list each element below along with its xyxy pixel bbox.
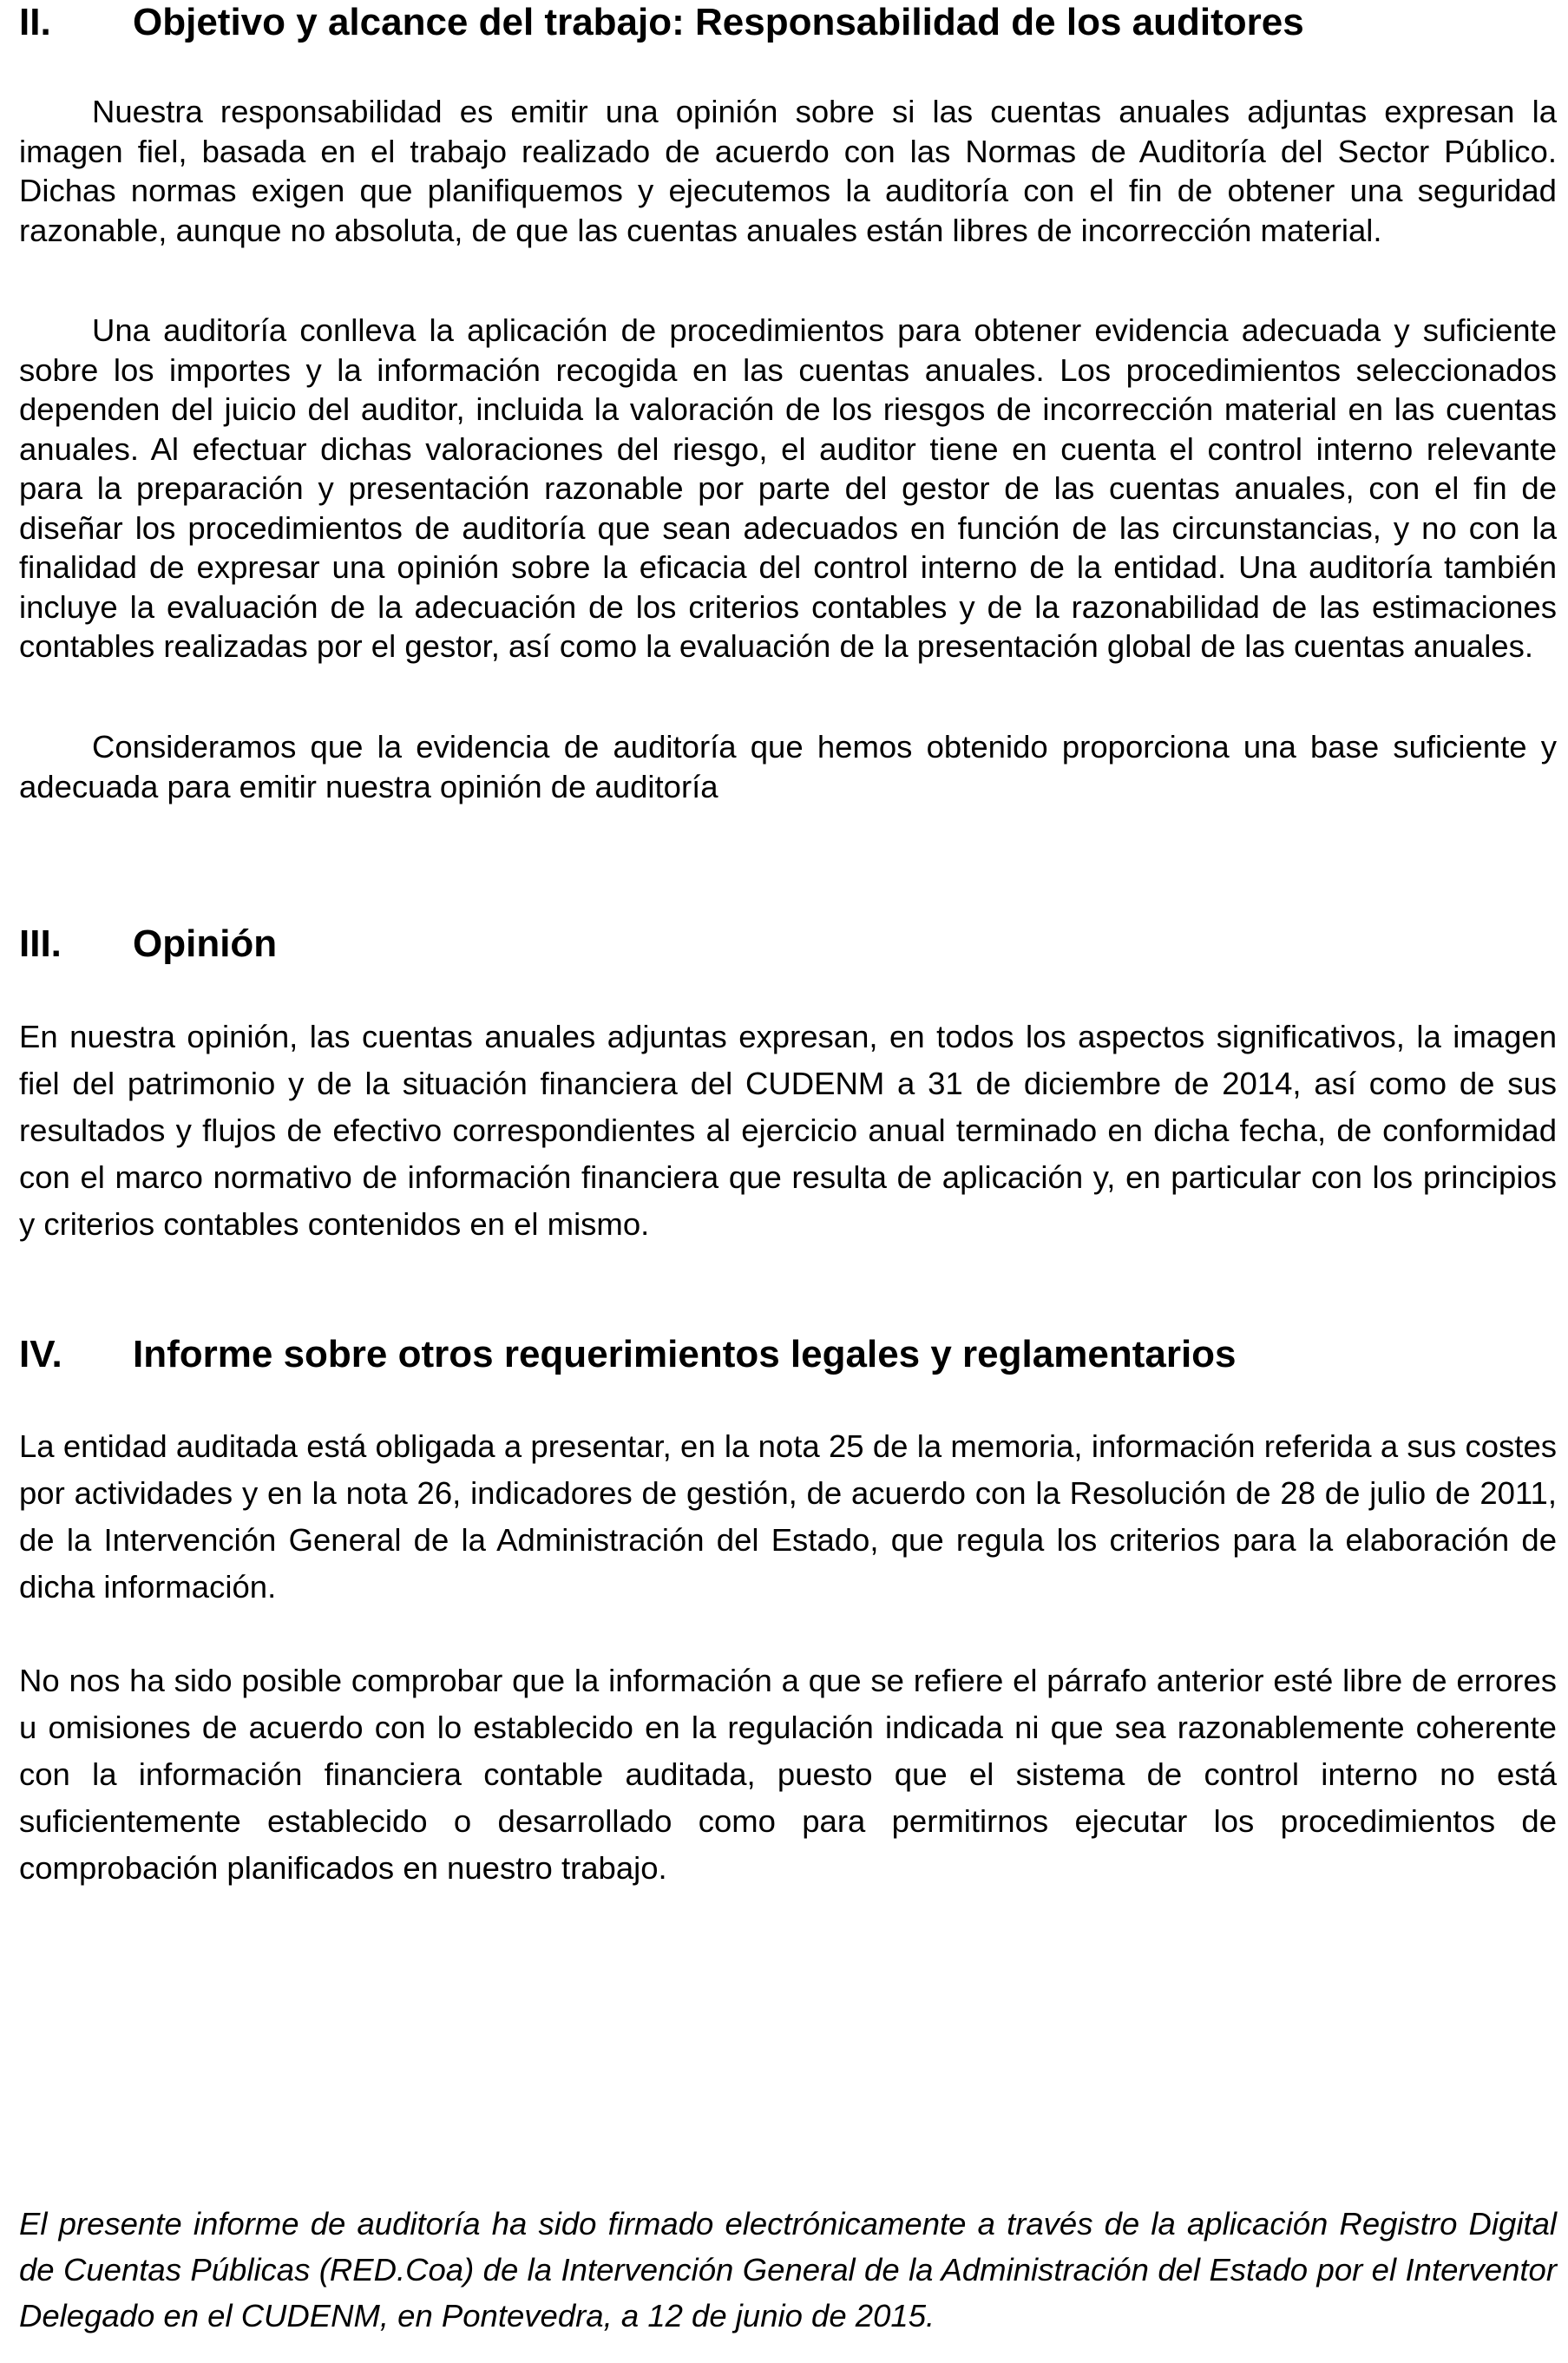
section-title: Informe sobre otros requerimientos legales y reglamentarios [133, 1333, 1237, 1375]
section-heading-opinion [19, 922, 277, 967]
paragraph: Una auditoría conlleva la aplicación de procedimientos para obtener evidencia adecuada y suficiente sobre los importes y la información recogida en las cuentas anuales. Los procedimientos seleccionados dependen del juicio del auditor, incluida la valoración de los riesgos de incorrección material en las cuentas anuales. Al efectuar dichas valoraciones del riesgo, el auditor tiene en cuenta el control interno relevante para la preparación y presentación razonable por parte del gestor de las cuentas anuales, con el fin de diseñar los procedimientos de auditoría que sean adecuados en función de las circunstancias, y no con la finalidad de expresar una opinión sobre la eficacia del control interno de la entidad. Una auditoría también incluye la evaluación de la adecuación de los criterios contables y de la razonabilidad de las estimaciones contables realizadas por el gestor, así como la evaluación de la presentación global de las cuentas anuales. [19, 312, 1557, 664]
paragraph: No nos ha sido posible comprobar que la información a que se refiere el párrafo anterior esté libre de errores u omisiones de acuerdo con lo establecido en la regulación indicada ni que sea razonablemente coherente con la información financiera contable auditada, puesto que el sistema de control interno no está suficientemente establecido o desarrollado como para permitirnos ejecutar los procedimientos de comprobación planificados en nuestro trabajo. [19, 1663, 1557, 1886]
paragraph: Nuestra responsabilidad es emitir una opinión sobre si las cuentas anuales adjuntas expresan la imagen fiel, basada en el trabajo realizado de acuerdo con las Normas de Auditoría del Sector Público. Dichas normas exigen que planifiquemos y ejecutemos la auditoría con el fin de obtener una seguridad razonable, aunque no absoluta, de que las cuentas anuales están libres de incorrección material. [19, 94, 1557, 248]
section-number: IV. [19, 1333, 62, 1375]
section-number: III. [19, 922, 62, 965]
signature-note: El presente informe de auditoría ha sido firmado electrónicamente a través de la aplicación Registro Digital de Cuentas Públicas (RED.Coa) de la Intervención General de la Administración del Estado por el Interventor Delegado en el CUDENM, en Pontevedra, a 12 de junio de 2015. [19, 2206, 1557, 2333]
section-title: Objetivo y alcance del trabajo: Responsabilidad de los auditores [133, 1, 1304, 43]
section-heading-objetivo [19, 0, 1304, 45]
paragraph: La entidad auditada está obligada a presentar, en la nota 25 de la memoria, información referida a sus costes por actividades y en la nota 26, indicadores de gestión, de acuerdo con la Resolución de 28 de julio de 2011, de la Intervención General de la Administración del Estado, que regula los criterios para la elaboración de dicha información. [19, 1428, 1557, 1605]
section-heading-informe [19, 1332, 1237, 1377]
paragraph: En nuestra opinión, las cuentas anuales adjuntas expresan, en todos los aspectos significativos, la imagen fiel del patrimonio y de la situación financiera del CUDENM a 31 de diciembre de 2014, así como de sus resultados y flujos de efectivo correspondientes al ejercicio anual terminado en dicha fecha, de conformidad con el marco normativo de información financiera que resulta de aplicación y, en particular con los principios y criterios contables contenidos en el mismo. [19, 1019, 1557, 1242]
section-number: II. [19, 1, 51, 43]
paragraph: Consideramos que la evidencia de auditoría que hemos obtenido proporciona una base suficiente y adecuada para emitir nuestra opinión de auditoría [19, 729, 1557, 804]
section-title: Opinión [133, 922, 278, 965]
